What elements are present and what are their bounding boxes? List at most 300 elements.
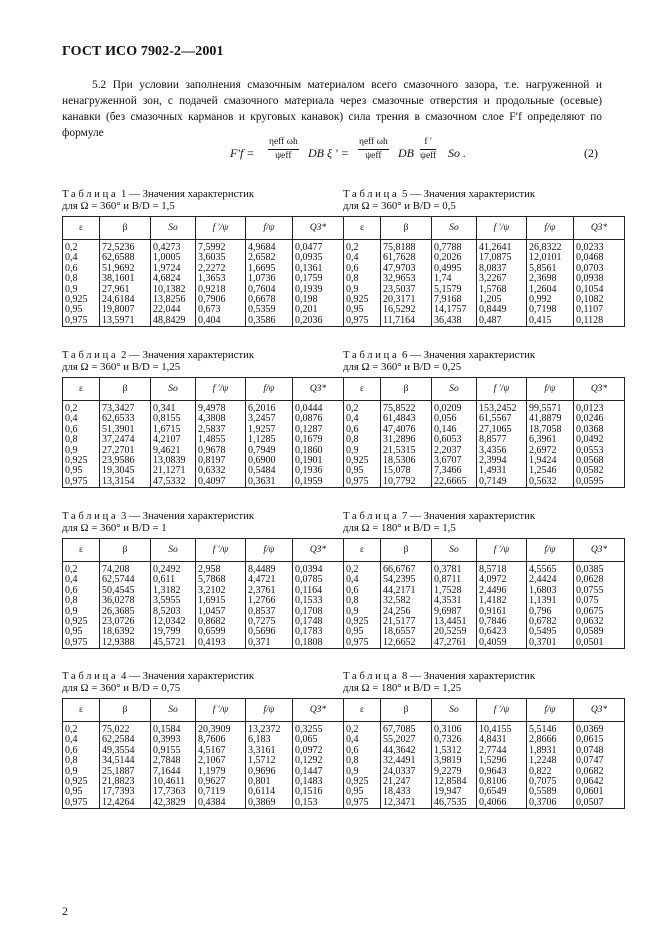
column-header: f/ψ xyxy=(527,378,574,401)
column-header: ε xyxy=(63,699,100,722)
table-cell: 0,341 xyxy=(151,401,196,415)
table-cell: 67,7085 xyxy=(381,722,432,736)
table-cell: 1,2766 xyxy=(246,596,293,606)
table-cell: 23,0726 xyxy=(100,617,151,627)
table-cell: 9,6987 xyxy=(432,607,477,617)
table-cell: 0,7604 xyxy=(246,285,293,295)
fraction-2-denominator: ψeff xyxy=(365,151,382,161)
table-cell: 0,5589 xyxy=(527,787,574,797)
formula-fraction-2 xyxy=(358,136,389,163)
table-cell: 18,433 xyxy=(381,787,432,797)
table-cell: 0,2036 xyxy=(293,316,344,327)
table-cell: 8,7606 xyxy=(196,735,246,745)
column-header: ε xyxy=(63,539,100,562)
table-cell: 0,3993 xyxy=(151,735,196,745)
table-cell: 23,9586 xyxy=(100,456,151,466)
table-cell: 0,5484 xyxy=(246,466,293,476)
formula-fraction-3 xyxy=(420,136,436,163)
data-table xyxy=(62,216,344,327)
table-cell: 0,0501 xyxy=(574,638,625,649)
table-header-row xyxy=(344,539,625,562)
table-cell: 0,925 xyxy=(63,617,100,627)
table-cell: 3,2267 xyxy=(477,274,527,284)
table-cell: 12,6652 xyxy=(381,638,432,649)
table-cell: 3,3161 xyxy=(246,746,293,756)
table-cell: 0,2026 xyxy=(432,253,477,263)
table-cell: 47,2761 xyxy=(432,638,477,649)
table-cell: 13,8256 xyxy=(151,295,196,305)
table-cell: 0,0628 xyxy=(574,575,625,585)
table-cell: 3,5955 xyxy=(151,596,196,606)
table-header-row xyxy=(63,217,344,240)
table-cell: 0,975 xyxy=(63,477,100,488)
table-cell: 74,208 xyxy=(100,562,151,576)
table-cell: 0,9696 xyxy=(246,767,293,777)
table-condition: для Ω = 360° и B/D = 1 xyxy=(62,522,167,534)
table-cell: 0,0632 xyxy=(574,617,625,627)
column-header: f ′/ψ xyxy=(477,378,527,401)
table-cell: 0,0468 xyxy=(574,253,625,263)
table-cell: 13,2372 xyxy=(246,722,293,736)
table-cell: 0,8711 xyxy=(432,575,477,585)
table-cell: 4,8431 xyxy=(477,735,527,745)
table-cell: 4,0972 xyxy=(477,575,527,585)
table-label: Таблица xyxy=(343,510,400,522)
table-cell: 20,3909 xyxy=(196,722,246,736)
table-caption xyxy=(343,510,624,534)
table-cell: 10,4611 xyxy=(151,777,196,787)
table-cell: 0,611 xyxy=(151,575,196,585)
table-cell: 9,2279 xyxy=(432,767,477,777)
table-cell: 1,4931 xyxy=(477,466,527,476)
column-header: Q3* xyxy=(574,217,625,240)
column-header: f ′/ψ xyxy=(477,539,527,562)
table-cell: 0,8 xyxy=(344,274,381,284)
table-title: — Значения характеристик xyxy=(129,188,255,200)
table-cell: 2,8666 xyxy=(527,735,574,745)
table-cell: 4,3531 xyxy=(432,596,477,606)
table-cell: 0,6 xyxy=(344,425,381,435)
table-row xyxy=(344,798,625,809)
table-cell: 45,5721 xyxy=(151,638,196,649)
table-cell: 2,958 xyxy=(196,562,246,576)
table-cell: 1,4182 xyxy=(477,596,527,606)
table-cell: 0,7326 xyxy=(432,735,477,745)
table-cell: 75,8188 xyxy=(381,240,432,254)
table-cell: 0,8 xyxy=(344,756,381,766)
table-cell: 8,5203 xyxy=(151,607,196,617)
table-cell: 0,487 xyxy=(477,316,527,327)
table-block xyxy=(343,349,624,488)
table-cell: 7,3466 xyxy=(432,466,477,476)
table-cell: 1,6915 xyxy=(196,596,246,606)
formula-lhs: F′f = xyxy=(230,146,255,160)
friction-formula xyxy=(230,136,530,178)
table-cell: 75,8522 xyxy=(381,401,432,415)
table-cell: 0,0385 xyxy=(574,562,625,576)
table-cell: 21,5177 xyxy=(381,617,432,627)
table-cell: 0,3586 xyxy=(246,316,293,327)
table-cell: 0,1959 xyxy=(293,477,344,488)
table-cell: 0,1483 xyxy=(293,777,344,787)
table-cell: 0,95 xyxy=(63,627,100,637)
table-cell: 14,1757 xyxy=(432,305,477,315)
table-cell: 0,4 xyxy=(344,253,381,263)
table-cell: 0,0444 xyxy=(293,401,344,415)
table-row xyxy=(344,722,625,736)
table-cell: 12,3471 xyxy=(381,798,432,809)
column-header: ε xyxy=(344,699,381,722)
table-cell: 6,183 xyxy=(246,735,293,745)
column-header: Q3* xyxy=(574,539,625,562)
table-cell: 4,5167 xyxy=(196,746,246,756)
formula-so: So . xyxy=(448,146,466,160)
table-cell: 20,5259 xyxy=(432,627,477,637)
table-cell: 0,0785 xyxy=(293,575,344,585)
table-cell: 1,3182 xyxy=(151,586,196,596)
table-cell: 44,3642 xyxy=(381,746,432,756)
table-cell: 0,0601 xyxy=(574,787,625,797)
table-cell: 0,925 xyxy=(344,617,381,627)
table-title: — Значения характеристик xyxy=(410,349,536,361)
table-number: 6 xyxy=(401,349,408,361)
table-cell: 27,1065 xyxy=(477,425,527,435)
table-cell: 0,6 xyxy=(63,586,100,596)
table-cell: 1,1391 xyxy=(527,596,574,606)
column-header: ε xyxy=(344,378,381,401)
table-cell: 0,0938 xyxy=(574,274,625,284)
table-cell: 0,7906 xyxy=(196,295,246,305)
table-cell: 1,4855 xyxy=(196,435,246,445)
table-cell: 0,7198 xyxy=(527,305,574,315)
table-cell: 73,3427 xyxy=(100,401,151,415)
data-table xyxy=(62,698,344,809)
column-header: So xyxy=(151,378,196,401)
table-cell: 0,0615 xyxy=(574,735,625,745)
table-label: Таблица xyxy=(62,510,119,522)
table-cell: 1,0457 xyxy=(196,607,246,617)
table-cell: 0,8 xyxy=(63,435,100,445)
table-cell: 66,6767 xyxy=(381,562,432,576)
table-cell: 0,9 xyxy=(344,285,381,295)
formula-middle: DB ξ ′ = xyxy=(308,146,349,160)
table-cell: 0,975 xyxy=(63,638,100,649)
table-cell: 0,0755 xyxy=(574,586,625,596)
table-cell: 0,1860 xyxy=(293,446,344,456)
table-cell: 0,3781 xyxy=(432,562,477,576)
table-cell: 0,925 xyxy=(63,456,100,466)
table-cell: 0,1292 xyxy=(293,756,344,766)
table-cell: 36,0278 xyxy=(100,596,151,606)
table-cell: 0,4384 xyxy=(196,798,246,809)
column-header: f ′/ψ xyxy=(477,699,527,722)
column-header: β xyxy=(381,539,432,562)
column-header: So xyxy=(432,699,477,722)
table-caption xyxy=(343,349,624,373)
table-cell: 47,5332 xyxy=(151,477,196,488)
table-cell: 11,7164 xyxy=(381,316,432,327)
table-cell: 0,0876 xyxy=(293,414,344,424)
table-cell: 13,5971 xyxy=(100,316,151,327)
table-cell: 0,95 xyxy=(344,466,381,476)
table-cell: 1,5768 xyxy=(477,285,527,295)
column-header: β xyxy=(100,217,151,240)
table-cell: 12,0342 xyxy=(151,617,196,627)
table-label: Таблица xyxy=(62,188,119,200)
table-cell: 41,2641 xyxy=(477,240,527,254)
table-cell: 0,1361 xyxy=(293,264,344,274)
table-cell: 41,8879 xyxy=(527,414,574,424)
table-caption xyxy=(343,670,624,694)
table-cell: 18,6392 xyxy=(100,627,151,637)
table-header-row xyxy=(344,217,625,240)
table-header-row xyxy=(344,378,625,401)
table-cell: 2,6582 xyxy=(246,253,293,263)
table-label: Таблица xyxy=(343,670,400,682)
table-cell: 75,022 xyxy=(100,722,151,736)
table-cell: 7,9168 xyxy=(432,295,477,305)
table-cell: 4,5565 xyxy=(527,562,574,576)
table-cell: 49,3554 xyxy=(100,746,151,756)
table-block xyxy=(62,188,343,327)
table-number: 7 xyxy=(401,510,408,522)
table-cell: 0,4059 xyxy=(477,638,527,649)
table-cell: 0,0682 xyxy=(574,767,625,777)
table-cell: 3,2457 xyxy=(246,414,293,424)
table-number: 2 xyxy=(120,349,127,361)
table-number: 4 xyxy=(120,670,127,682)
table-cell: 1,2546 xyxy=(527,466,574,476)
table-row xyxy=(63,316,344,327)
table-cell: 0,1901 xyxy=(293,456,344,466)
table-cell: 0,975 xyxy=(63,798,100,809)
table-cell: 0,6 xyxy=(63,425,100,435)
table-cell: 0,056 xyxy=(432,414,477,424)
table-cell: 5,7868 xyxy=(196,575,246,585)
table-cell: 0,4 xyxy=(63,253,100,263)
table-cell: 2,3994 xyxy=(477,456,527,466)
table-cell: 2,1067 xyxy=(196,756,246,766)
table-cell: 5,1579 xyxy=(432,285,477,295)
table-cell: 19,947 xyxy=(432,787,477,797)
column-header: β xyxy=(100,539,151,562)
table-cell: 3,2102 xyxy=(196,586,246,596)
table-cell: 0,925 xyxy=(63,777,100,787)
table-cell: 0,2 xyxy=(344,240,381,254)
table-cell: 32,582 xyxy=(381,596,432,606)
table-cell: 0,925 xyxy=(344,777,381,787)
table-cell: 0,8 xyxy=(344,435,381,445)
table-cell: 72,5236 xyxy=(100,240,151,254)
table-condition: для Ω = 180° и B/D = 1,25 xyxy=(343,682,462,694)
table-header-row xyxy=(63,539,344,562)
table-cell: 0,796 xyxy=(527,607,574,617)
fraction-3-denominator: ψeff xyxy=(420,151,437,161)
table-cell: 19,799 xyxy=(151,627,196,637)
table-cell: 1,6695 xyxy=(246,264,293,274)
table-cell: 0,7949 xyxy=(246,446,293,456)
table-cell: 17,7393 xyxy=(100,787,151,797)
table-cell: 13,4451 xyxy=(432,617,477,627)
table-cell: 0,0209 xyxy=(432,401,477,415)
table-cell: 0,1748 xyxy=(293,617,344,627)
table-caption xyxy=(343,188,624,212)
table-cell: 0,4 xyxy=(63,575,100,585)
table-cell: 0,0703 xyxy=(574,264,625,274)
table-cell: 0,1708 xyxy=(293,607,344,617)
column-header: β xyxy=(381,699,432,722)
table-cell: 55,2027 xyxy=(381,735,432,745)
table-cell: 8,5718 xyxy=(477,562,527,576)
table-block xyxy=(343,670,624,809)
table-cell: 0,6549 xyxy=(477,787,527,797)
table-cell: 9,4621 xyxy=(151,446,196,456)
table-cell: 0,9218 xyxy=(196,285,246,295)
table-cell: 0,3706 xyxy=(527,798,574,809)
table-cell: 0,0492 xyxy=(574,435,625,445)
table-cell: 4,6824 xyxy=(151,274,196,284)
column-header: f/ψ xyxy=(246,539,293,562)
table-cell: 0,6332 xyxy=(196,466,246,476)
table-cell: 3,6035 xyxy=(196,253,246,263)
table-cell: 0,0589 xyxy=(574,627,625,637)
table-cell: 1,5312 xyxy=(432,746,477,756)
table-cell: 0,9 xyxy=(344,607,381,617)
table-cell: 32,9653 xyxy=(381,274,432,284)
table-cell: 12,9388 xyxy=(100,638,151,649)
table-cell: 0,9161 xyxy=(477,607,527,617)
table-cell: 3,9819 xyxy=(432,756,477,766)
table-cell: 23,5037 xyxy=(381,285,432,295)
table-cell: 0,8 xyxy=(344,596,381,606)
table-cell: 0,0553 xyxy=(574,446,625,456)
table-condition: для Ω = 360° и B/D = 0,75 xyxy=(62,682,181,694)
table-cell: 21,8823 xyxy=(100,777,151,787)
column-header: f ′/ψ xyxy=(196,699,246,722)
data-table xyxy=(343,377,625,488)
table-cell: 0,8537 xyxy=(246,607,293,617)
table-cell: 0,8 xyxy=(63,596,100,606)
table-row xyxy=(63,240,344,254)
fraction-1-denominator: ψeff xyxy=(275,151,292,161)
table-cell: 0,4 xyxy=(344,575,381,585)
column-header: Q3* xyxy=(293,217,344,240)
table-cell: 0,95 xyxy=(63,466,100,476)
table-cell: 0,1164 xyxy=(293,586,344,596)
table-cell: 10,4155 xyxy=(477,722,527,736)
table-cell: 6,2016 xyxy=(246,401,293,415)
table-cell: 0,4 xyxy=(63,414,100,424)
table-cell: 46,7535 xyxy=(432,798,477,809)
column-header: f/ψ xyxy=(246,699,293,722)
column-header: ε xyxy=(344,217,381,240)
table-cell: 0,95 xyxy=(63,787,100,797)
table-cell: 0,3869 xyxy=(246,798,293,809)
table-cell: 5,8561 xyxy=(527,264,574,274)
table-cell: 0,9155 xyxy=(151,746,196,756)
paragraph-5-2 xyxy=(62,77,602,141)
table-cell: 0,1054 xyxy=(574,285,625,295)
table-cell: 0,0748 xyxy=(574,746,625,756)
table-cell: 0,6 xyxy=(63,746,100,756)
table-cell: 18,7058 xyxy=(527,425,574,435)
table-label: Таблица xyxy=(343,349,400,361)
table-cell: 4,2107 xyxy=(151,435,196,445)
column-header: Q3* xyxy=(574,699,625,722)
column-header: f ′/ψ xyxy=(477,217,527,240)
table-header-row xyxy=(63,378,344,401)
table-cell: 0,801 xyxy=(246,777,293,787)
table-cell: 54,2395 xyxy=(381,575,432,585)
table-cell: 3,4356 xyxy=(477,446,527,456)
table-cell: 36,438 xyxy=(432,316,477,327)
table-cell: 22,6665 xyxy=(432,477,477,488)
table-cell: 1,7528 xyxy=(432,586,477,596)
column-header: Q3* xyxy=(574,378,625,401)
column-header: Q3* xyxy=(293,539,344,562)
table-row xyxy=(344,638,625,649)
table-row xyxy=(344,316,625,327)
table-cell: 34,5144 xyxy=(100,756,151,766)
table-cell: 8,4489 xyxy=(246,562,293,576)
data-table xyxy=(343,216,625,327)
table-header-row xyxy=(63,699,344,722)
table-cell: 0,992 xyxy=(527,295,574,305)
table-cell: 0,2 xyxy=(344,401,381,415)
table-cell: 0,95 xyxy=(344,305,381,315)
table-number: 5 xyxy=(401,188,408,200)
table-cell: 0,8 xyxy=(63,756,100,766)
table-title: — Значения характеристик xyxy=(129,670,255,682)
column-header: ε xyxy=(344,539,381,562)
table-cell: 0,9 xyxy=(63,607,100,617)
column-header: So xyxy=(432,378,477,401)
table-cell: 0,1107 xyxy=(574,305,625,315)
table-cell: 21,247 xyxy=(381,777,432,787)
table-row xyxy=(63,722,344,736)
table-cell: 0,1808 xyxy=(293,638,344,649)
table-cell: 2,4496 xyxy=(477,586,527,596)
table-row xyxy=(344,477,625,488)
table-cell: 1,8931 xyxy=(527,746,574,756)
table-cell: 1,5712 xyxy=(246,756,293,766)
data-table xyxy=(343,698,625,809)
table-cell: 0,6114 xyxy=(246,787,293,797)
fraction-2-numerator: ηeff ωh xyxy=(358,136,389,150)
column-header: f ′/ψ xyxy=(196,539,246,562)
table-cell: 0,415 xyxy=(527,316,574,327)
table-cell: 47,4076 xyxy=(381,425,432,435)
table-cell: 0,6 xyxy=(344,264,381,274)
table-cell: 0,5696 xyxy=(246,627,293,637)
table-cell: 0,0595 xyxy=(574,477,625,488)
table-cell: 31,2896 xyxy=(381,435,432,445)
table-cell: 24,256 xyxy=(381,607,432,617)
table-cell: 0,95 xyxy=(344,627,381,637)
table-cell: 0,7275 xyxy=(246,617,293,627)
table-cell: 2,3698 xyxy=(527,274,574,284)
table-cell: 8,8577 xyxy=(477,435,527,445)
table-cell: 2,2272 xyxy=(196,264,246,274)
table-cell: 0,975 xyxy=(344,638,381,649)
table-caption xyxy=(62,670,343,694)
table-cell: 1,2604 xyxy=(527,285,574,295)
table-cell: 62,6588 xyxy=(100,253,151,263)
table-row xyxy=(344,562,625,576)
data-table xyxy=(62,377,344,488)
table-cell: 21,5315 xyxy=(381,446,432,456)
table-cell: 1,1979 xyxy=(196,767,246,777)
